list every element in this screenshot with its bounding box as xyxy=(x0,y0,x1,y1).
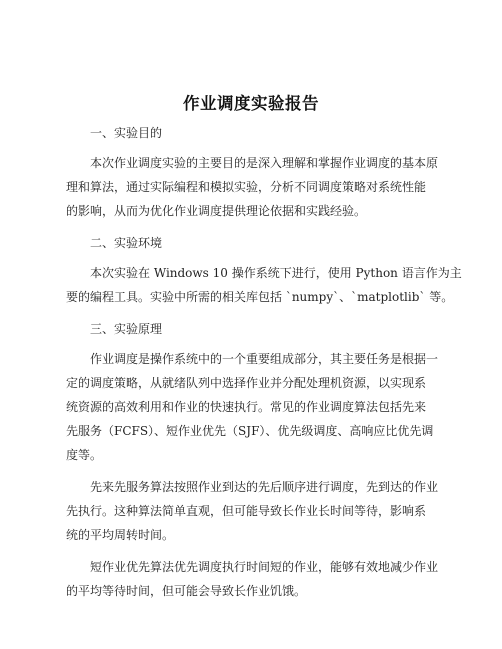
paragraph-line: 理和算法，通过实际编程和模拟实验，分析不同调度策略对系统性能 xyxy=(66,180,427,194)
paragraph-line: 度等。 xyxy=(66,448,103,462)
paragraph-line: 本次作业调度实验的主要目的是深入理解和掌握作业调度的基本原 xyxy=(90,156,439,170)
paragraph-line: 统资源的高效利用和作业的快速执行。常见的作业调度算法包括先来 xyxy=(66,400,427,414)
paragraph-line: 统的平均周转时间。 xyxy=(66,528,175,542)
paragraph-line: 的平均等待时间，但可能会导致长作业饥饿。 xyxy=(66,584,307,598)
paragraph-line: 先来先服务算法按照作业到达的先后顺序进行调度，先到达的作业 xyxy=(90,480,439,494)
paragraph-line: 先服务（FCFS）、短作业优先（SJF）、优先级调度、高响应比优先调 xyxy=(66,424,434,438)
section-heading-principle: 三、实验原理 xyxy=(90,322,163,336)
paragraph-line: 的影响，从而为优化作业调度提供理论依据和实践经验。 xyxy=(66,204,367,218)
paragraph-line: 作业调度是操作系统中的一个重要组成部分，其主要任务是根据一 xyxy=(90,352,439,366)
paragraph-line: 本次实验在 Windows 10 操作系统下进行，使用 Python 语言作为主 xyxy=(90,266,462,280)
page-title: 作业调度实验报告 xyxy=(183,94,319,113)
paragraph-line: 要的编程工具。实验中所需的相关库包括 `numpy`、`matplotlib` 等。 xyxy=(66,290,454,304)
section-heading-environment: 二、实验环境 xyxy=(90,236,163,250)
paragraph-line: 先执行。这种算法简单直观，但可能导致长作业长时间等待，影响系 xyxy=(66,504,427,518)
paragraph-line: 定的调度策略，从就绪队列中选择作业并分配处理机资源，以实现系 xyxy=(66,376,427,390)
paragraph-line: 短作业优先算法优先调度执行时间短的作业，能够有效地减少作业 xyxy=(90,560,439,574)
section-heading-purpose: 一、实验目的 xyxy=(90,126,163,140)
